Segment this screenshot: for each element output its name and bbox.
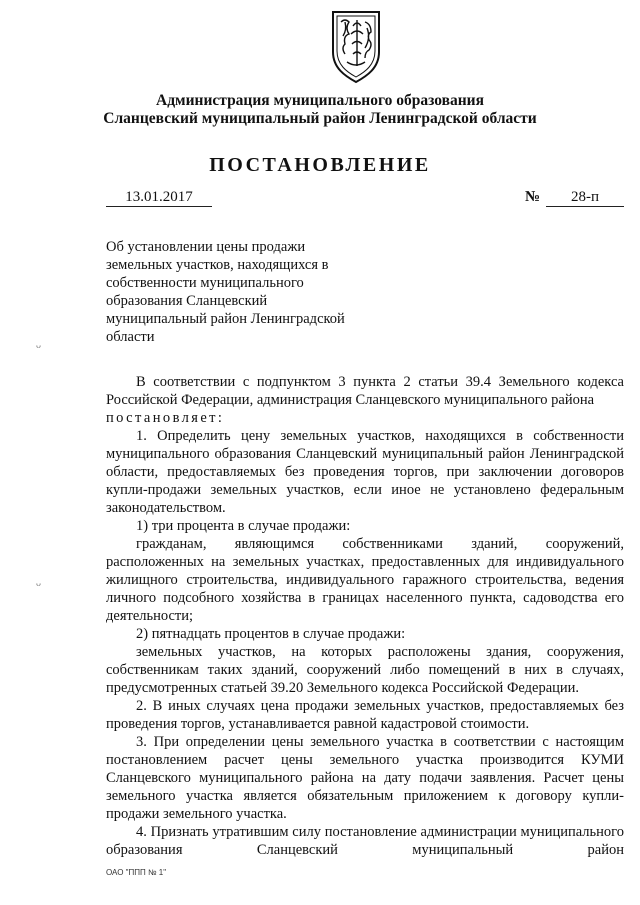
item-1-1-text: гражданам, являющимся собственниками зданий, сооружений, расположенных на земельных участках, предоставленных для индивидуального жилищного строительства, индивидуального гаражного строительства, ведения личного подсобного хозяйства в границах населенного пункта, садоводства его деятельности; xyxy=(106,536,624,624)
document-subject xyxy=(106,238,376,346)
subject-line: земельных участков, находящихся в xyxy=(106,257,329,273)
margin-mark: ᴗ xyxy=(36,340,41,351)
subject-line: собственности муниципального xyxy=(106,275,304,291)
item-1-1-heading: 1) три процента в случае продажи: xyxy=(136,518,351,534)
subject-line: Об установлении цены продажи xyxy=(106,239,306,255)
org-name-line1: Администрация муниципального образования xyxy=(156,92,484,109)
subject-line: муниципальный район Ленинградской xyxy=(106,311,345,327)
resolves-word: постановляет: xyxy=(106,410,225,426)
coat-of-arms-icon xyxy=(329,8,383,84)
preamble-paragraph: В соответствии с подпунктом 3 пункта 2 статьи 39.4 Земельного кодекса Российской Федерации, администрация Сланцевского муниципального района xyxy=(106,374,624,408)
document-number: 28-п xyxy=(546,188,624,207)
item-1-2-heading: 2) пятнадцать процентов в случае продажи: xyxy=(136,626,406,642)
margin-mark: ᴗ xyxy=(36,578,41,589)
item-3-paragraph: 3. При определении цены земельного участка в соответствии с настоящим постановлением расчет цены земельного участка производится КУМИ Сланцевского муниципального района на дату подачи заявления. Расчет цены земельного участка является обязательным приложением к договору купли-продажи земельного участка. xyxy=(106,734,624,822)
number-sign: № xyxy=(525,189,541,205)
printer-footer: ОАО "ППП № 1" xyxy=(106,868,167,877)
item-1-paragraph: 1. Определить цену земельных участков, находящихся в собственности муниципального образования Сланцевский муниципальный район Ленинградской области, предоставляемых без проведения торгов, при заключении договоров купли-продажи земельных участков, если иное не установлено федеральным законодательством. xyxy=(106,428,624,516)
item-1-2-text: земельных участков, на которых расположены здания, сооружения, собственникам таких зданий, сооружений либо помещений в них в случаях, предусмотренных статьей 39.20 Земельного кодекса Российской Федерации. xyxy=(106,644,624,696)
subject-line: области xyxy=(106,329,155,345)
document-type-title: ПОСТАНОВЛЕНИЕ xyxy=(209,154,431,176)
org-name-line2: Сланцевский муниципальный район Ленинградской области xyxy=(103,110,537,127)
subject-line: образования Сланцевский xyxy=(106,293,268,309)
document-date: 13.01.2017 xyxy=(106,188,212,207)
item-2-paragraph: 2. В иных случаях цена продажи земельных участков, предоставляемых без проведения торгов, устанавливается равной кадастровой стоимости. xyxy=(106,698,624,732)
item-4-paragraph: 4. Признать утратившим силу постановление администрации муниципального образования Сланцевский муниципальный район xyxy=(106,824,624,858)
document-body xyxy=(106,373,624,859)
